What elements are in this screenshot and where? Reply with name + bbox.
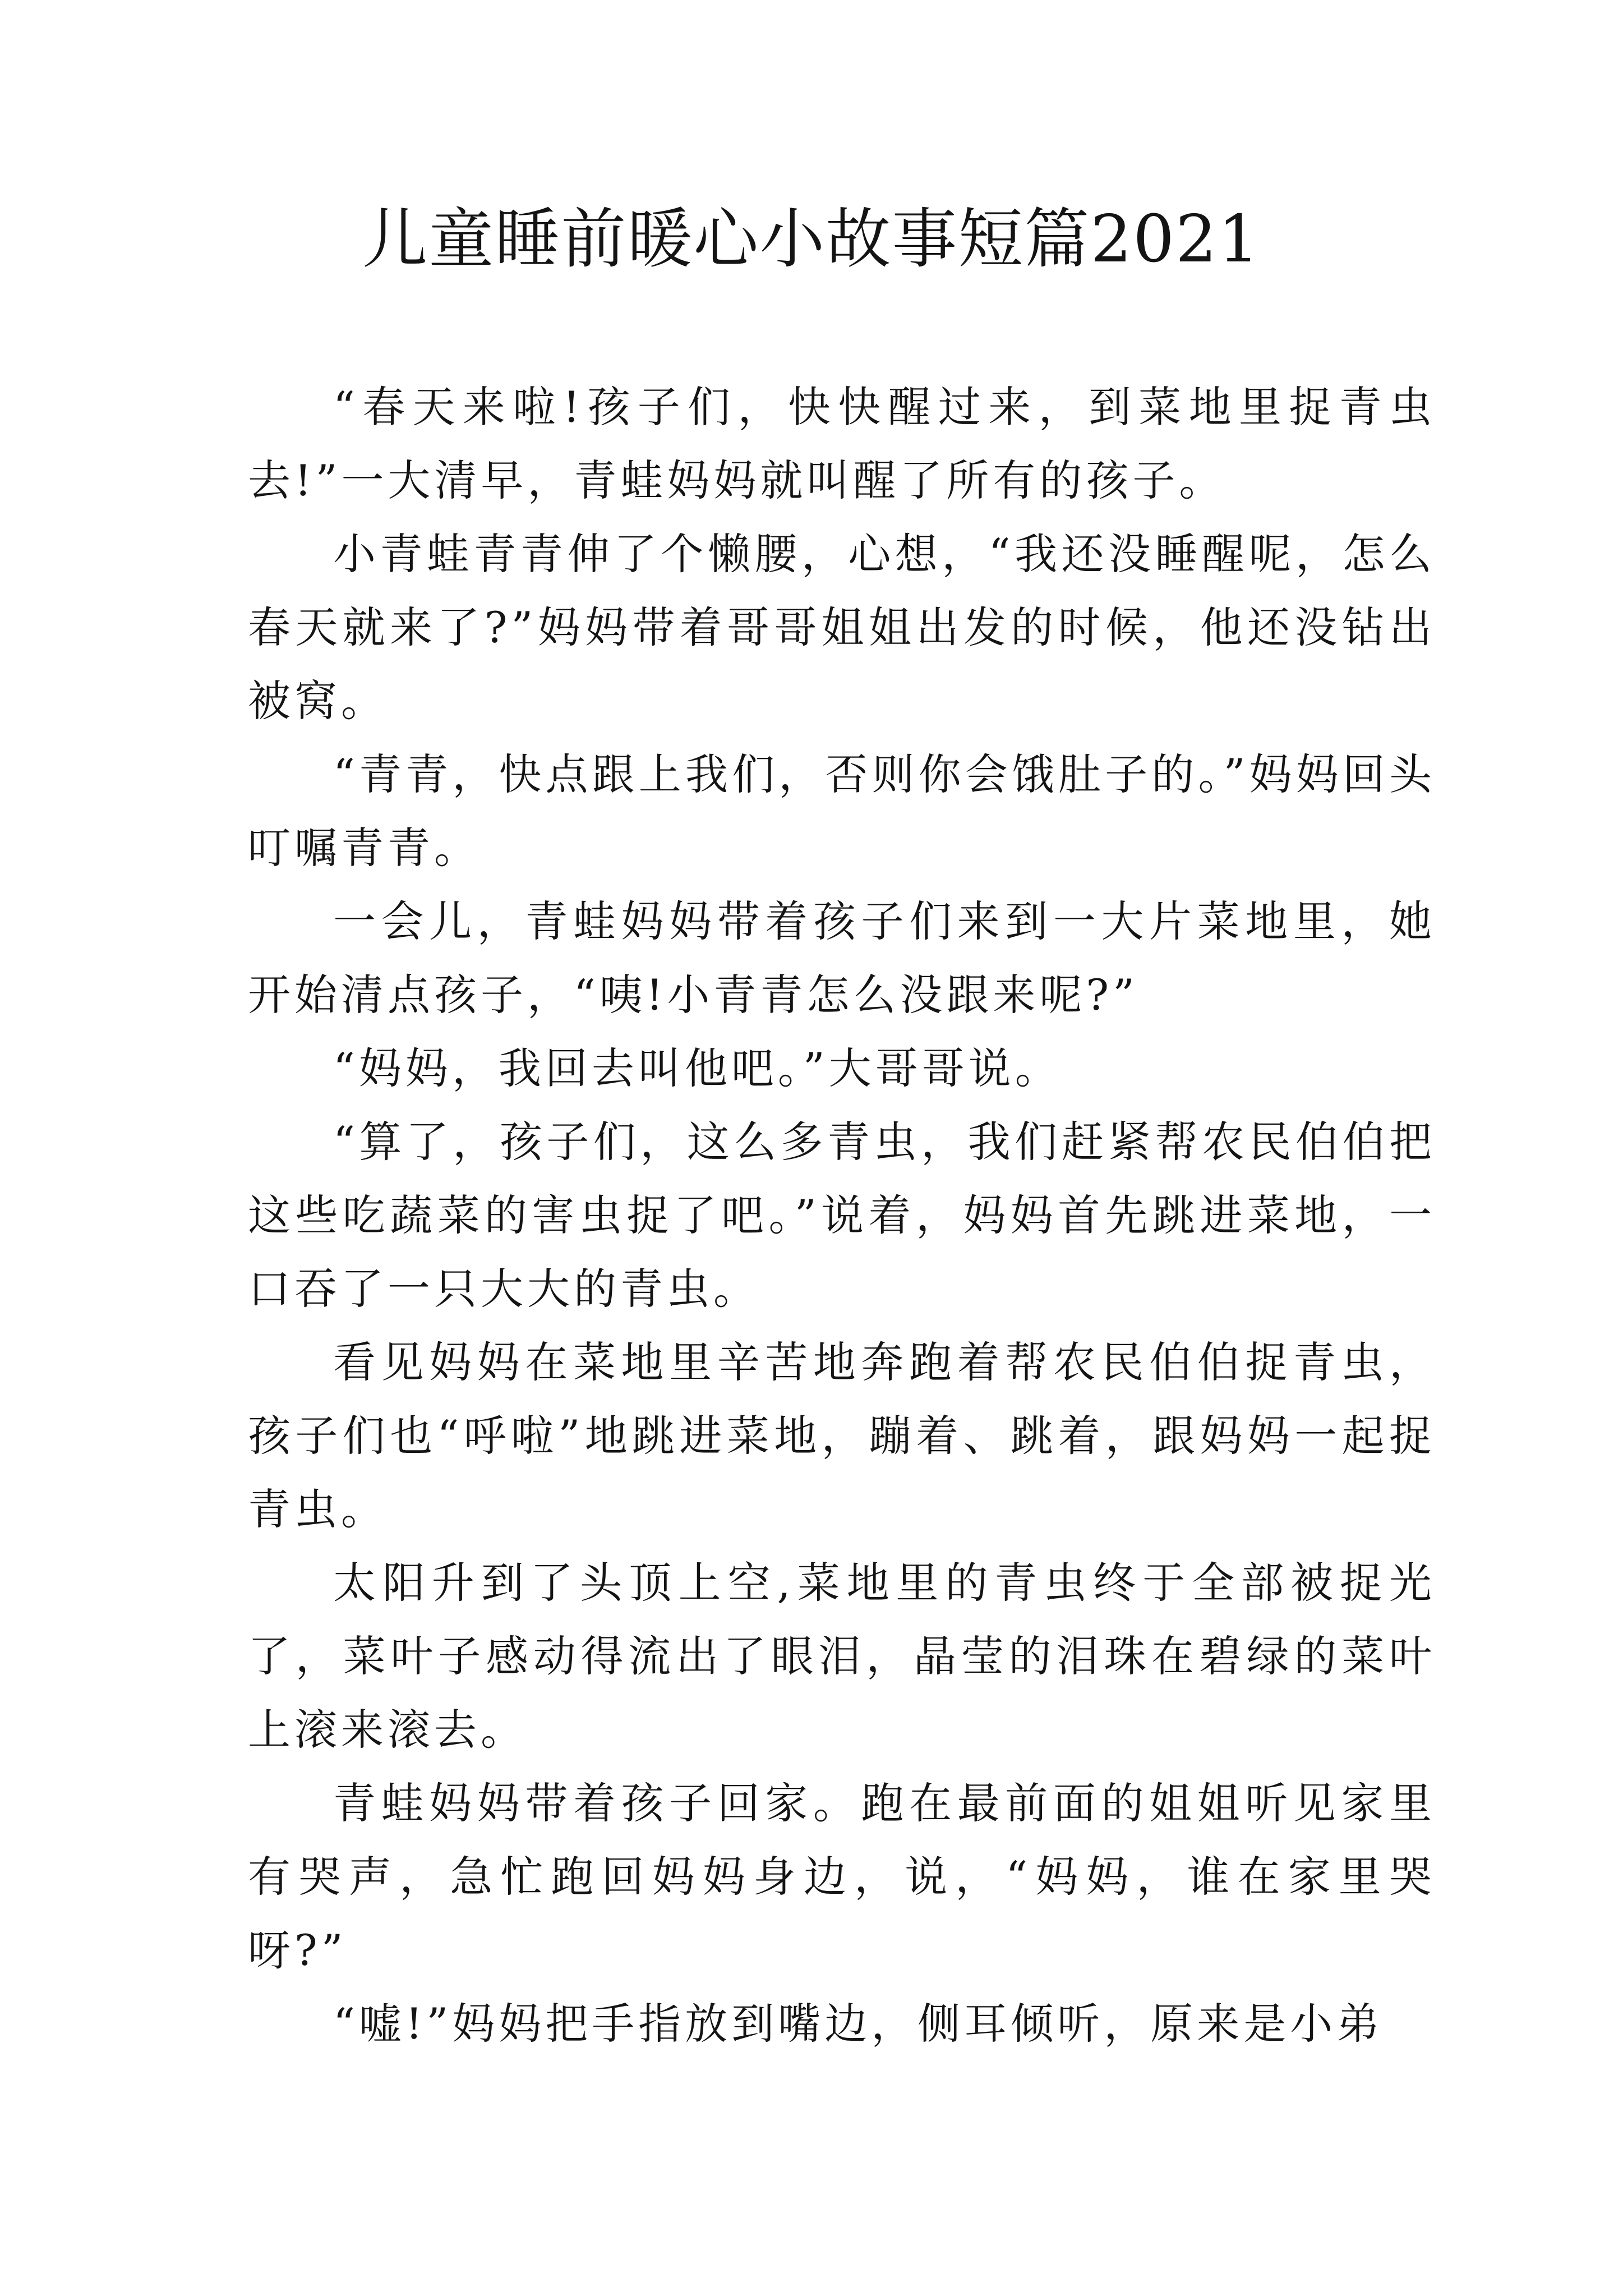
paragraph-1: “春天来啦!孩子们，快快醒过来，到菜地里捉青虫去!”一大清早，青蛙妈妈就叫醒了所有的孩子。 — [248, 382, 1436, 505]
paragraph-2: 小青蛙青青伸了个懒腰，心想，“我还没睡醒呢，怎么春天就来了?”妈妈带着哥哥姐姐出发的时候，他还没钻出被窝。 — [248, 529, 1436, 726]
paragraph-9: 青蛙妈妈带着孩子回家。跑在最前面的姐姐听见家里有哭声，急忙跑回妈妈身边，说，“妈妈，谁在家里哭呀?” — [248, 1778, 1436, 1975]
paragraph-7: 看见妈妈在菜地里辛苦地奔跑着帮农民伯伯捉青虫，孩子们也“呼啦”地跳进菜地，蹦着、跳着，跟妈妈一起捉青虫。 — [248, 1337, 1436, 1534]
paragraph-4: 一会儿，青蛙妈妈带着孩子们来到一大片菜地里，她开始清点孩子，“咦!小青青怎么没跟来呢?” — [248, 896, 1436, 1020]
paragraph-5: “妈妈，我回去叫他吧。”大哥哥说。 — [333, 1043, 1062, 1093]
paragraph-10: “嘘!”妈妈把手指放到嘴边，侧耳倾听，原来是小弟 — [333, 1999, 1384, 2049]
document-body — [248, 370, 1436, 2060]
paragraph-8: 太阳升到了头顶上空,菜地里的青虫终于全部被捉光了，菜叶子感动得流出了眼泪，晶莹的泪珠在碧绿的菜叶上滚来滚去。 — [248, 1558, 1436, 1755]
document-title: 儿童睡前暖心小故事短篇2021 — [362, 201, 1261, 277]
paragraph-6: “算了，孩子们，这么多青虫，我们赶紧帮农民伯伯把这些吃蔬菜的害虫捉了吧。”说着，妈妈首先跳进菜地，一口吞了一只大大的青虫。 — [248, 1117, 1436, 1314]
paragraph-3: “青青，快点跟上我们，否则你会饿肚子的。”妈妈回头叮嘱青青。 — [248, 749, 1436, 873]
